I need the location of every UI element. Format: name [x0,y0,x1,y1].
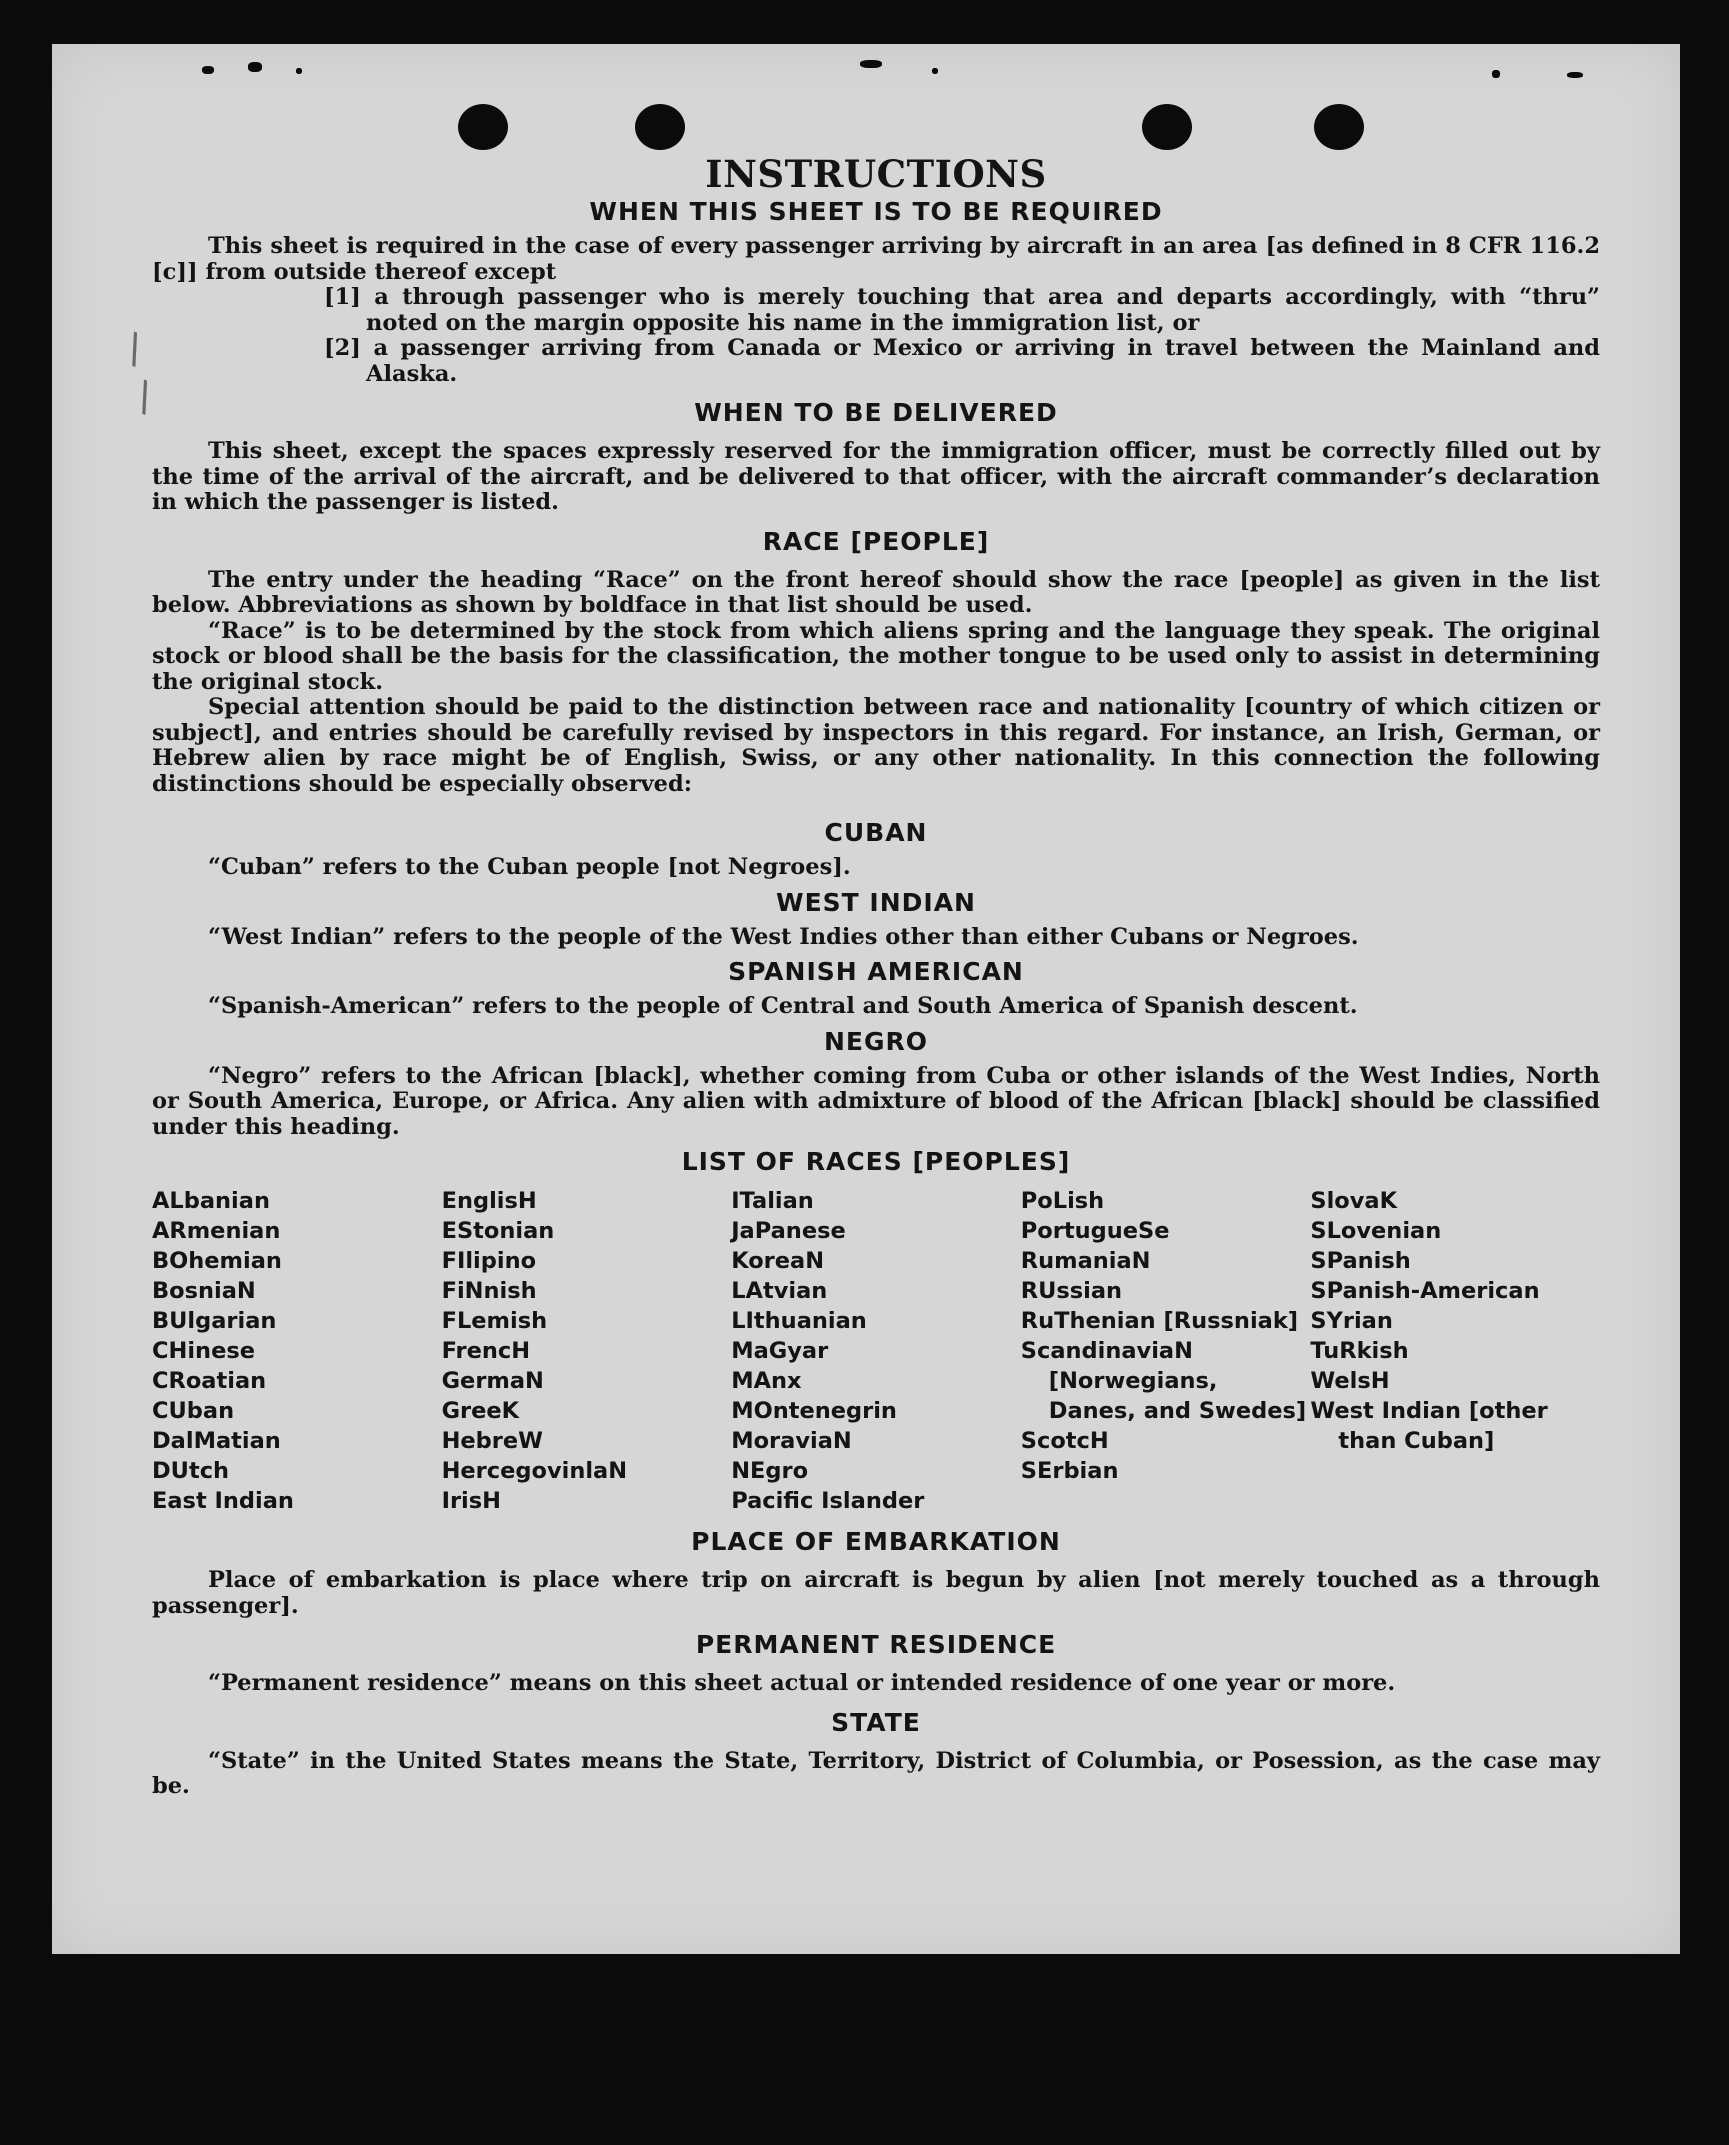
race-entry: RuThenian [Russniak] [1020,1308,1299,1334]
race-entry: RUssian [1020,1278,1123,1304]
race-entry: CRoatian [152,1368,267,1394]
race-entry: RumaniaN [1020,1248,1151,1274]
instructions-content [152,152,1600,1800]
section-heading-cuban: CUBAN [824,818,928,847]
race-entry: SlovaK [1310,1188,1398,1214]
section-heading-west-indian: WEST INDIAN [776,887,976,917]
section-heading-negro: NEGRO [823,1026,929,1056]
section-heading-spanish-american: SPANISH AMERICAN [728,957,1024,986]
race-entry: HebreW [441,1428,543,1454]
race-entry: PortugueSe [1020,1218,1170,1244]
section-heading-residence: PERMANENT RESIDENCE [695,1630,1057,1659]
race-entry: ARmenian [152,1218,281,1244]
race-paragraph-3: Special attention should be paid to the distinction between race and nationality [country of which citizen or subject], and entries should be carefully revised by inspectors in this regard. For instance, an Irish, German, or Hebrew alien by race might be of English, Swiss, or any other nationality. In this connection the following distinctions should be especially observed: [152,694,1600,797]
page-title: INSTRUCTIONS [705,152,1047,196]
race-entry: West Indian [other than Cuban] [1310,1398,1548,1454]
ink-speck [248,62,262,72]
race-entry: HercegovinlaN [441,1458,628,1484]
required-exception-2: [2] a passenger arriving from Canada or Mexico or arriving in travel between the Mainland and Alaska. [324,335,1600,387]
ink-speck [202,66,214,74]
race-entry: SPanish [1310,1248,1411,1274]
race-entry: Pacific Islander [731,1488,925,1514]
race-entry: ScandinaviaN [Norwegians, Danes, and Swedes] [1020,1338,1307,1424]
race-entry: SLovenian [1310,1218,1442,1244]
race-entry: ScotcH [1020,1428,1109,1454]
ink-speck [860,60,882,68]
race-entry: East Indian [152,1488,294,1514]
race-column-4 [1021,1186,1311,1516]
residence-text: “Permanent residence” means on this sheet actual or intended residence of one year or more. [208,1670,1396,1696]
race-entry: EnglisH [441,1188,537,1214]
race-entry: DUtch [152,1458,230,1484]
race-entry: CHinese [152,1338,255,1364]
race-list [152,1186,1600,1516]
ink-speck [296,68,302,74]
race-entry: FIlipino [441,1248,537,1274]
race-entry: JaPanese [731,1218,846,1244]
ink-speck [932,68,938,74]
required-intro: This sheet is required in the case of every passenger arriving by aircraft in an area [as defined in 8 CFR 116.2 [c]] from outside thereof except [152,233,1600,285]
race-entry: ALbanian [152,1188,270,1214]
race-entry: DalMatian [152,1428,281,1454]
section-heading-required: WHEN THIS SHEET IS TO BE REQUIRED [589,197,1163,226]
race-entry: GreeK [441,1398,520,1424]
ink-speck [1492,70,1500,78]
race-column-5 [1310,1186,1600,1516]
punch-hole [1314,104,1364,150]
section-heading-race-list: LIST OF RACES [PEOPLES] [681,1147,1071,1176]
race-entry: MaGyar [731,1338,829,1364]
required-exception-1: [1] a through passenger who is merely touching that area and departs accordingly, with “thru” noted on the margin opposite his name in the immigration list, or [324,284,1600,336]
spanish-american-text: “Spanish-American” refers to the people of Central and South America of Spanish descent. [208,993,1358,1019]
embarkation-text: Place of embarkation is place where trip on aircraft is begun by alien [not merely touched as a through passenger]. [152,1567,1600,1619]
race-entry: MoraviaN [731,1428,852,1454]
race-entry: EStonian [441,1218,555,1244]
race-entry: WelsH [1310,1368,1390,1394]
negro-text: “Negro” refers to the African [black], whether coming from Cuba or other islands of the West Indies, North or South America, Europe, or Africa. Any alien with admixture of blood of the African [black] should be classified under this heading. [152,1062,1600,1140]
margin-pencil-mark: \ [130,373,159,421]
race-column-2 [442,1186,732,1516]
race-entry: NEgro [731,1458,809,1484]
race-paragraph-2: “Race” is to be determined by the stock from which aliens spring and the language they speak. The original stock or blood shall be the basis for the classification, the mother tongue to be used only to assist in determining the original stock. [152,617,1600,695]
delivered-text: This sheet, except the spaces expressly reserved for the immigration officer, must be correctly filled out by the time of the arrival of the aircraft, and be delivered to that officer, with the aircraft commander’s declaration in which the passenger is listed. [152,438,1600,515]
race-entry: MOntenegrin [731,1398,897,1424]
race-entry: FiNnish [441,1278,537,1304]
west-indian-text: “West Indian” refers to the people of the West Indies other than either Cubans or Negroes. [208,923,1359,950]
section-heading-delivered: WHEN TO BE DELIVERED [694,398,1058,427]
race-column-3 [731,1186,1021,1516]
race-entry: FrencH [441,1338,531,1364]
race-entry: LIthuanian [731,1308,867,1334]
punch-hole [1142,104,1192,150]
cuban-text: “Cuban” refers to the Cuban people [not Negroes]. [208,854,851,880]
state-text: “State” in the United States means the State, Territory, District of Columbia, or Posession, as the case may be. [152,1747,1600,1799]
race-entry: KoreaN [731,1248,825,1274]
race-entry: TuRkish [1310,1338,1409,1364]
race-entry: ITalian [731,1188,814,1214]
race-entry: LAtvian [731,1278,828,1304]
race-entry: CUban [152,1398,235,1424]
punch-hole [458,104,508,150]
race-entry: MAnx [731,1368,802,1394]
punch-hole [635,104,685,150]
race-entry: BOhemian [152,1248,282,1274]
margin-pencil-mark: \ [120,325,149,373]
race-entry: BosniaN [152,1278,256,1304]
race-paragraph-1: The entry under the heading “Race” on the front hereof should show the race [people] as given in the list below. Abbreviations as shown by boldface in that list should be used. [152,566,1600,618]
race-entry: FLemish [441,1308,548,1334]
race-entry: GermaN [441,1368,544,1394]
race-entry: IrisH [441,1488,501,1514]
race-entry: SErbian [1020,1458,1119,1484]
race-entry: PoLish [1020,1188,1105,1214]
race-entry: SYrian [1310,1308,1393,1334]
race-entry: BUlgarian [152,1308,277,1334]
section-heading-race: RACE [PEOPLE] [762,526,990,556]
section-heading-state: STATE [831,1707,921,1737]
ink-speck [1567,72,1583,78]
race-column-1 [152,1186,442,1516]
race-entry: SPanish-American [1310,1278,1540,1304]
document-sheet [52,44,1680,1954]
section-heading-embarkation: PLACE OF EMBARKATION [691,1527,1061,1556]
